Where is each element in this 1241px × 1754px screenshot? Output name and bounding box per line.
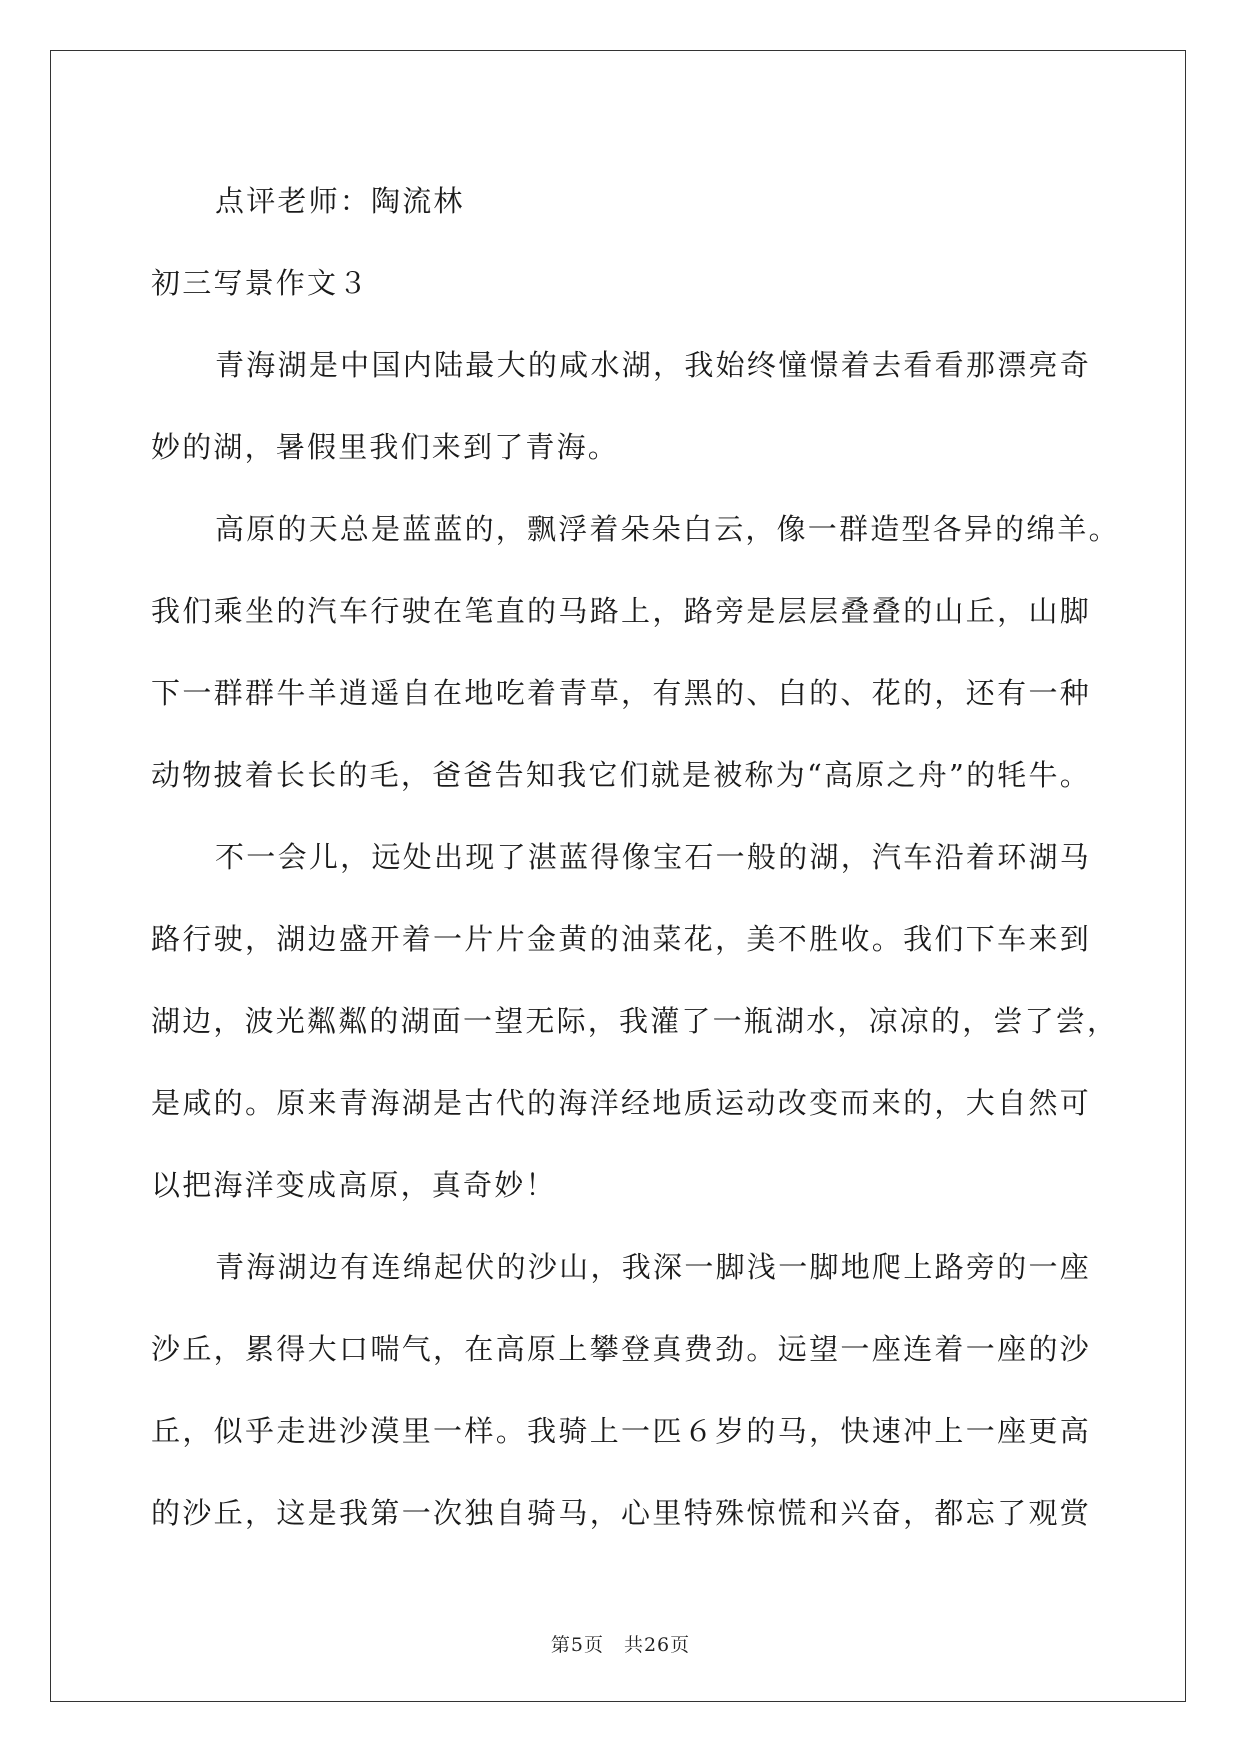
paragraph-line: 高原的天总是蓝蓝的，飘浮着朵朵白云，像一群造型各异的绵羊。: [215, 512, 1120, 546]
paragraph-line: 丘，似乎走进沙漠里一样。我骑上一匹６岁的马，快速冲上一座更高: [151, 1414, 1091, 1448]
paragraph-line: 动物披着长长的毛，爸爸告知我它们就是被称为“高原之舟”的牦牛。: [151, 758, 1091, 792]
paragraph-line: 路行驶，湖边盛开着一片片金黄的油菜花，美不胜收。我们下车来到: [151, 922, 1091, 956]
paragraph-line: 我们乘坐的汽车行驶在笔直的马路上，路旁是层层叠叠的山丘，山脚: [151, 594, 1091, 628]
paragraph-line: 是咸的。原来青海湖是古代的海洋经地质运动改变而来的，大自然可: [151, 1086, 1091, 1120]
essay-heading: 初三写景作文３: [151, 266, 370, 300]
paragraph-line: 以把海洋变成高原，真奇妙！: [151, 1168, 557, 1202]
paragraph-line: 不一会儿，远处出现了湛蓝得像宝石一般的湖，汽车沿着环湖马: [215, 840, 1091, 874]
reviewer-line: 点评老师：陶流林: [215, 184, 465, 218]
paragraph-line: 沙丘，累得大口喘气，在高原上攀登真费劲。远望一座连着一座的沙: [151, 1332, 1091, 1366]
document-body: [151, 160, 1120, 1554]
paragraph-line: 的沙丘，这是我第一次独自骑马，心里特殊惊慌和兴奋，都忘了观赏: [151, 1496, 1091, 1530]
paragraph-line: 青海湖边有连绵起伏的沙山，我深一脚浅一脚地爬上路旁的一座: [215, 1250, 1091, 1284]
paragraph-line: 下一群群牛羊逍遥自在地吃着青草，有黑的、白的、花的，还有一种: [151, 676, 1091, 710]
page-footer: 第5页 共26页: [550, 1634, 691, 1656]
paragraph-line: 湖边，波光粼粼的湖面一望无际，我灌了一瓶湖水，凉凉的，尝了尝，: [151, 1004, 1119, 1038]
paragraph-line: 青海湖是中国内陆最大的咸水湖，我始终憧憬着去看看那漂亮奇: [215, 348, 1091, 382]
paragraph-line: 妙的湖，暑假里我们来到了青海。: [151, 430, 620, 464]
